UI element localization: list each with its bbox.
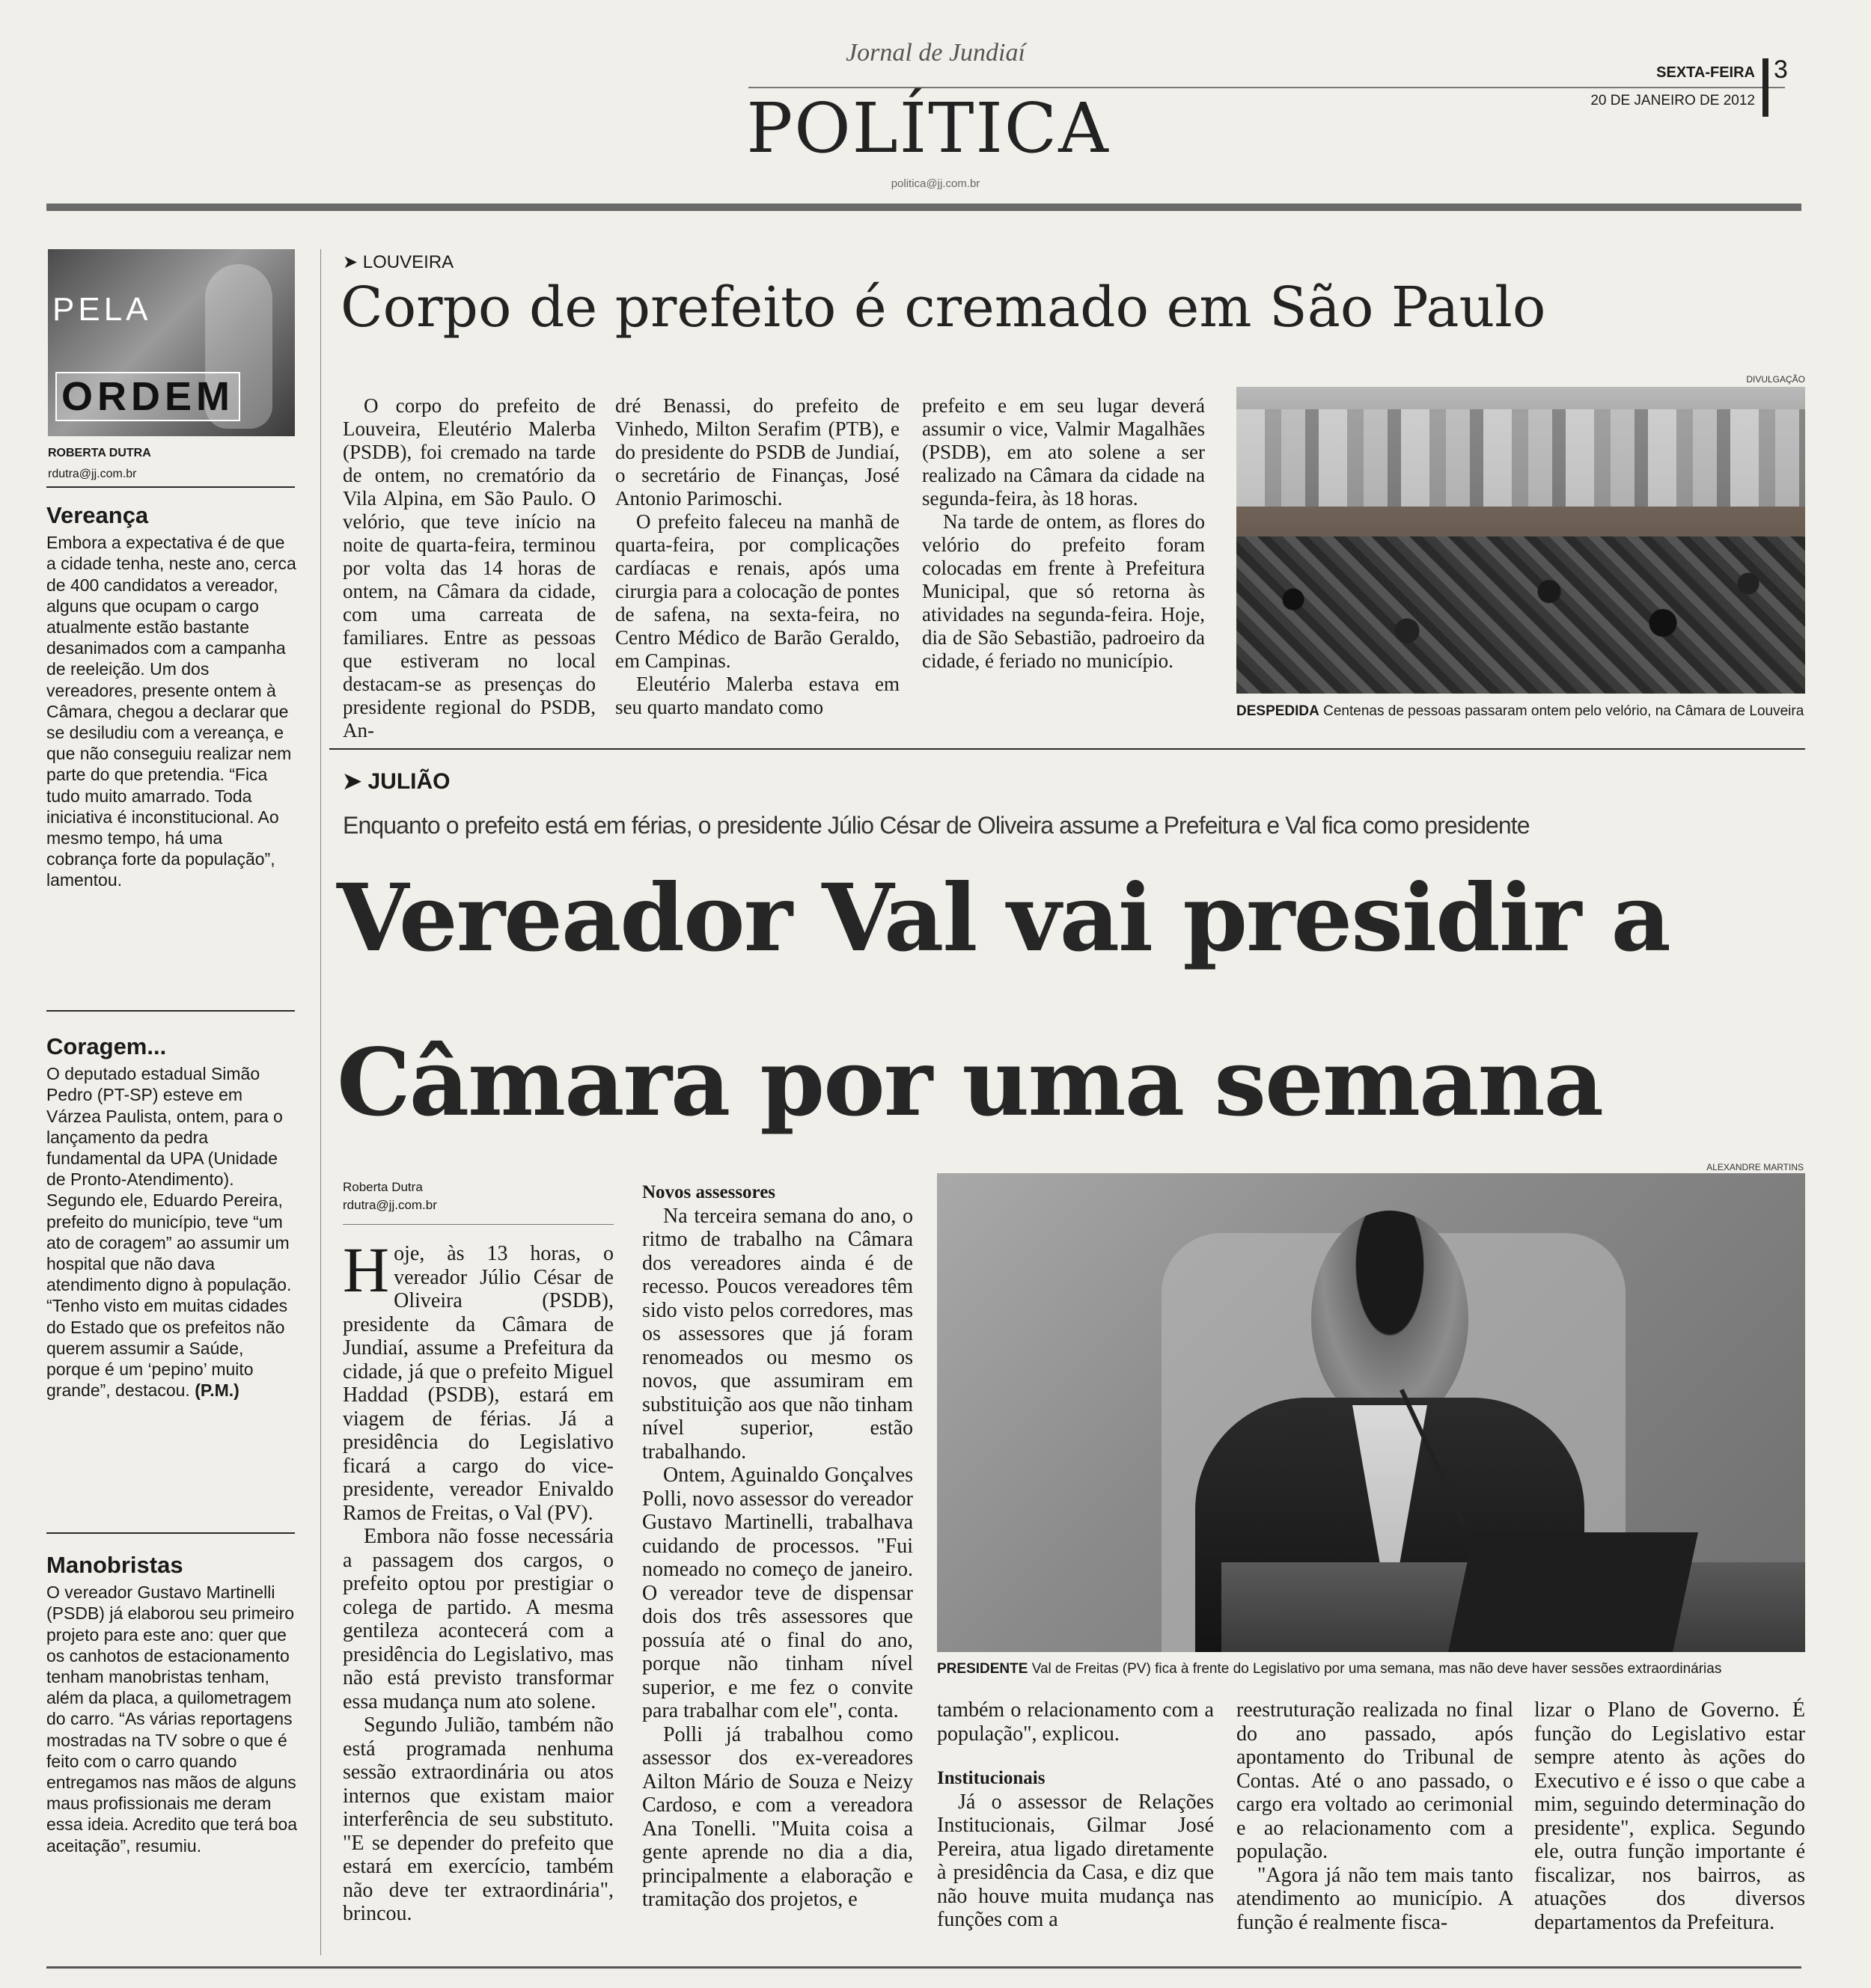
- article2-subhead: Institucionais: [937, 1768, 1046, 1788]
- bottom-rule: [46, 1966, 1801, 1969]
- sidebar-rule-2: [46, 1010, 295, 1012]
- sidebar-item-text: O vereador Gustavo Martinelli (PSDB) já elaborou seu primeiro projeto para este ano: quer que os canhotos de estacionamento tenham manobristas tenham, além da placa, a quilometragem do carro. “As várias reportagens mostradas na TV sobre o que é feito com o carro quando entregamos nas mãos de alguns maus profissionais me deram essa ideia. Acredito que terá boa aceitação”, resumiu.: [46, 1582, 298, 1856]
- article2-column-5: [1534, 1698, 1805, 1934]
- article2-kicker: [343, 768, 451, 795]
- article1-column-1: [343, 394, 596, 742]
- caption-text: Val de Freitas (PV) fica à frente do Legislativo por uma semana, mas não deve haver sessões extraordinárias: [1031, 1661, 1722, 1677]
- article2-paragraph: também o relacionamento com a população", explicou.: [937, 1698, 1214, 1746]
- date-weekday: SEXTA-FEIRA: [1656, 64, 1755, 81]
- article2-paragraph: Polli já trabalhou como assessor dos ex-vereadores Ailton Mário de Souza e Neizy Cardoso, e com a vereadora Ana Tonelli. "Muita coisa a gente aprende no dia a dia, principalmente a elaboração e tramitação dos projetos, e: [642, 1722, 913, 1911]
- article1-kicker: [343, 251, 454, 273]
- sidebar-item-text: [46, 1063, 297, 1401]
- article2-paragraph: Segundo Julião, também não está programada nenhuma sessão extraordinária ou atos internos que existam maior interferência de seu substituto. "E se depender do prefeito que estará em exercício, também não deve ter extraordinária", brincou.: [343, 1713, 614, 1925]
- sidebar-item-title: Manobristas: [46, 1552, 183, 1578]
- article2-deck: Enquanto o prefeito está em férias, o presidente Júlio César de Oliveira assume a Prefeitura e Val fica como presidente: [343, 812, 1530, 839]
- article1-headline: Corpo de prefeito é cremado em São Paulo: [341, 275, 1546, 340]
- date-full: 20 DE JANEIRO DE 2012: [1590, 93, 1755, 108]
- photo-wreaths-shape: [1236, 409, 1805, 507]
- article1-paragraph: Na tarde de ontem, as flores do velório do prefeito foram colocadas em frente à Prefeitura Municipal, que só retorna às atividades na segunda-feira. Hoje, dia de São Sebastião, padroeiro da cidade, é feriado no município.: [922, 510, 1205, 672]
- article1-paragraph: O corpo do prefeito de Louveira, Eleutério Malerba (PSDB), foi cremado na tarde de ontem, no crematório da Vila Alpina, em São Paulo. O velório, que teve início na noite de quarta-feira, terminou por volta das 14 horas de ontem, na Câmara da cidade, com uma carreata de familiares. Entre as pessoas que estiveram no local destacam-se as presenças do presidente regional do PSDB, An-: [343, 394, 596, 741]
- sidebar-item-title: Vereança: [46, 502, 149, 528]
- article1-caption: [1236, 703, 1805, 720]
- sidebar-item: [46, 1033, 297, 1401]
- article2-paragraph: Embora não fosse necessária a passagem dos cargos, o prefeito optou por prestigiar o colega de partido. A mesma gentileza acontecerá com a presidência do Legislativo, mas não está previsto transformar essa mudança num ato solene.: [343, 1525, 614, 1713]
- caption-label: PRESIDENTE: [937, 1661, 1028, 1677]
- kicker-arrow-icon: ➤: [343, 252, 358, 272]
- article2-headline-line-2: Câmara por uma semana: [337, 1029, 1602, 1137]
- sidebar-item-body: O deputado estadual Simão Pedro (PT-SP) esteve em Várzea Paulista, ontem, para o lançamento da pedra fundamental da UPA (Unidade de Pronto-Atendimento). Segundo ele, Eduardo Pereira, prefeito do município, teve “um ato de coragem” ao assumir um hospital que não dava atendimento digno à população. “Tenho visto em muitas cidades do Estado que os prefeitos não querem assumir a Saúde, porque é um ‘pepino’ muito grande”, destacou.: [46, 1064, 292, 1401]
- sidebar-rule-1: [46, 486, 295, 488]
- photo-crowd-shape: [1236, 536, 1805, 694]
- newspaper-name: Jornal de Jundiaí: [846, 39, 1025, 67]
- sidebar-rule-3: [46, 1532, 295, 1534]
- article2-paragraph: lizar o Plano de Governo. É função do Legislativo estar sempre atento às ações do Executivo e é isso o que cabe a mim, seguindo determinação do presidente", explica. Segundo ele, outra função importante é fiscalizar, nos bairros, as atuações dos diversos departamentos da Prefeitura.: [1534, 1698, 1805, 1934]
- section-title: POLÍTICA: [746, 88, 1110, 168]
- article2-byline-email: rdutra@jj.com.br: [343, 1198, 437, 1212]
- section-email: politica@jj.com.br: [891, 177, 980, 190]
- article2-column-3: [937, 1698, 1214, 1932]
- caption-label: DESPEDIDA: [1236, 703, 1319, 719]
- top-rule: [46, 204, 1801, 211]
- article2-byline: Roberta Dutra: [343, 1180, 423, 1194]
- article2-lead: oje, às 13 horas, o vereador Júlio César de Oliveira (PSDB), presidente da Câmara de Jundiaí, assume a Prefeitura da cidade, já que o prefeito Miguel Haddad (PSDB), estará em viagem de férias. Já a presidência do Legislativo ficará a cargo do vice-presidente, vereador Enivaldo Ramos de Freitas, o Val (PV).: [343, 1242, 614, 1525]
- sidebar-item: [46, 1552, 298, 1856]
- article2-kicker-text: JULIÃO: [367, 769, 451, 794]
- sidebar-item-signature: (P.M.): [195, 1380, 239, 1401]
- sidebar-divider: [320, 249, 321, 1955]
- article2-paragraph: Ontem, Aguinaldo Gonçalves Polli, novo assessor do vereador Gustavo Martinelli, trabalhava cuidando de processos. "Fui nomeado no começo de janeiro. O vereador teve de dispensar dois dos três assessores que possuía até o final do ano, porque não tinham nível superior, e me fez o convite para trabalhar com ele", conta.: [642, 1464, 913, 1722]
- article2-column-1: [343, 1234, 614, 1926]
- article2-paragraph: Já o assessor de Relações Institucionais, Gilmar José Pereira, atua ligado diretamente à presidência da Casa, e diz que não houve muita mudança nas funções com a: [937, 1790, 1214, 1931]
- article2-column-2: [642, 1181, 913, 1912]
- byline-rule: [343, 1224, 614, 1225]
- page-number: 3: [1774, 55, 1788, 84]
- column-banner: [48, 249, 295, 436]
- photo-monitor-shape: [1448, 1532, 1698, 1652]
- sidebar-item: [46, 502, 297, 891]
- article1-photo: [1236, 387, 1805, 694]
- article1-paragraph: Eleutério Malerba estava em seu quarto mandato como: [615, 673, 900, 718]
- photo-stage-shape: [1236, 507, 1805, 536]
- article1-column-2: [615, 394, 900, 719]
- article2-caption: [937, 1661, 1809, 1677]
- article1-paragraph: O prefeito faleceu na manhã de quarta-feira, por complicações cardíacas e renais, após uma cirurgia para a colocação de pontes de safena, na sexta-feira, no Centro Médico de Barão Geraldo, em Campinas.: [615, 510, 900, 672]
- banner-word-1: PELA: [52, 291, 152, 328]
- page-number-bar: [1762, 58, 1768, 117]
- article2-paragraph: "Agora já não tem mais tanto atendimento ao município. A função é realmente fisca-: [1236, 1863, 1513, 1934]
- article1-column-3: [922, 394, 1205, 673]
- article2-photo-credit: ALEXANDRE MARTINS: [1706, 1162, 1804, 1172]
- article2-subhead: Novos assessores: [642, 1182, 776, 1202]
- article1-kicker-text: LOUVEIRA: [362, 252, 454, 272]
- article2-photo: [937, 1173, 1805, 1652]
- caption-text: Centenas de pessoas passaram ontem pelo velório, na Câmara de Louveira: [1323, 703, 1804, 719]
- sidebar-author: ROBERTA DUTRA: [48, 447, 151, 459]
- article1-paragraph: dré Benassi, do prefeito de Vinhedo, Milton Serafim (PTB), e do presidente do PSDB de Jundiaí, o secretário de Finanças, José Antonio Parimoschi.: [615, 394, 900, 510]
- article2-paragraph: Na terceira semana do ano, o ritmo de trabalho na Câmara dos vereadores ainda é de recesso. Poucos vereadores têm sido visto pelos corredores, mas os assessores que já foram renomeados ou mesmo os novos, que assumiram em substituição aos que não tinham nível superior, estão trabalhando.: [642, 1204, 913, 1464]
- article1-photo-credit: DIVULGAÇÃO: [1746, 374, 1805, 385]
- sidebar-email: rdutra@jj.com.br: [48, 468, 137, 480]
- article2-headline-line-1: Vereador Val vai presidir a: [337, 864, 1670, 973]
- banner-word-2: ORDEM: [55, 372, 240, 421]
- article2-paragraph: reestruturação realizada no final do ano passado, após apontamento do Tribunal de Contas. Até o ano passado, o cargo era voltado ao cerimonial e ao relacionamento com a população.: [1236, 1698, 1513, 1863]
- photo-head-shape: [1311, 1211, 1468, 1428]
- sidebar-item-text: Embora a expectativa é de que a cidade tenha, neste ano, cerca de 400 candidatos a vereador, alguns que ocupam o cargo atualmente estão bastante desanimados com a campanha de reeleição. Um dos vereadores, presente ontem à Câmara, chegou a declarar que se desiludiu com a vereança, e que não conseguiu realizar nem parte do que pretendia. “Fica tudo muito amarrado. Toda iniciativa é inconstitucional. Ao mesmo tempo, há uma cobrança forte da população”, lamentou.: [46, 533, 296, 890]
- article1-paragraph: prefeito e em seu lugar deverá assumir o vice, Valmir Magalhães (PSDB), em ato solene a ser realizado na Câmara da cidade na segunda-feira, às 18 horas.: [922, 394, 1205, 510]
- article2-dropcap: H: [343, 1234, 390, 1306]
- kicker-arrow-icon: ➤: [343, 769, 362, 794]
- article2-column-4: [1236, 1698, 1513, 1934]
- article-separator: [329, 748, 1805, 750]
- sidebar-item-title: Coragem...: [46, 1033, 167, 1059]
- article2-paragraph: [343, 1234, 614, 1525]
